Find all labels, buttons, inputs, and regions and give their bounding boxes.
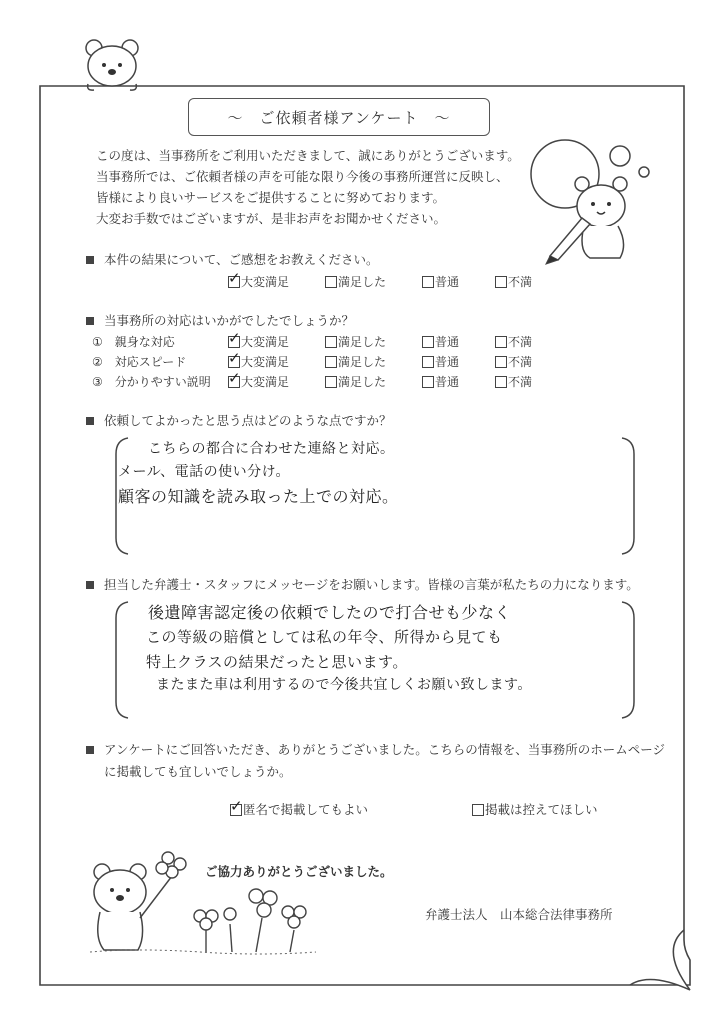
q2-2-option-3[interactable] <box>422 353 459 370</box>
q5-option-2[interactable] <box>472 800 598 818</box>
bullet-square-icon <box>86 581 94 589</box>
checkbox[interactable] <box>495 376 507 388</box>
question-1 <box>86 250 379 268</box>
option-label: 普通 <box>435 355 460 369</box>
question-2-text: 当事務所の対応はいかがでしたでしょうか？ <box>104 313 355 328</box>
bullet-square-icon <box>86 256 94 264</box>
q2-item-1 <box>92 333 175 350</box>
answer-3-line: こちらの都合に合わせた連絡と対応。 <box>148 441 395 457</box>
q2-1-option-1[interactable] <box>228 328 290 350</box>
bear-peek-illustration <box>80 36 146 92</box>
checkbox[interactable] <box>228 368 241 388</box>
option-label: 大変満足 <box>241 355 290 369</box>
question-5-line2: に掲載しても宜しいでしょうか。 <box>104 764 292 779</box>
q5-option-1[interactable] <box>230 796 369 818</box>
q2-1-option-3[interactable] <box>422 333 459 350</box>
q2-2-option-2[interactable] <box>325 353 386 370</box>
question-5-text-line1: アンケートにご回答いただき、ありがとうございました。こちらの情報を、当事務所のホームページ <box>104 742 666 757</box>
intro-line: 皆様により良いサービスをご提供することに努めております。 <box>96 190 446 205</box>
option-label: 不満 <box>508 275 533 289</box>
answer-4-line: 後遺障害認定後の依頼でしたので打合せも少なく <box>148 603 512 622</box>
q2-1-option-2[interactable] <box>325 333 386 350</box>
answer-4-line: 特上クラスの結果だったと思います。 <box>146 653 408 671</box>
question-2 <box>86 311 354 329</box>
question-1-text: 本件の結果について、ご感想をお教えください。 <box>104 252 379 267</box>
option-label: 不満 <box>508 355 533 369</box>
checkbox[interactable] <box>495 356 507 368</box>
q1-option-2[interactable] <box>325 273 386 290</box>
survey-title: ～ ご依頼者様アンケート ～ <box>188 98 490 136</box>
option-label: 不満 <box>508 375 533 389</box>
item-number: ③ <box>92 375 103 389</box>
check-mark-icon: ✓ <box>228 348 241 367</box>
option-label: 満足した <box>338 375 387 389</box>
option-label: 掲載は控えてほしい <box>485 802 598 817</box>
answer-4-line: この等級の賠償としては私の年令、所得から見ても <box>146 628 503 646</box>
intro-line: 大変お手数ではございますが、是非お声をお聞かせください。 <box>96 211 447 226</box>
answer-4-line: またまた車は利用するので今後共宜しくお願い致します。 <box>156 677 532 693</box>
question-3 <box>86 411 392 429</box>
checkbox[interactable] <box>325 376 337 388</box>
bullet-square-icon <box>86 317 94 325</box>
intro-line: この度は、当事務所をご利用いただきまして、誠にありがとうございます。 <box>96 148 520 163</box>
checkbox[interactable] <box>472 804 484 816</box>
checkbox[interactable] <box>228 328 241 348</box>
bear-pencil-illustration <box>520 126 660 266</box>
intro-line: 当事務所では、ご依頼者様の声を可能な限り今後の事務所運営に反映し、 <box>96 169 509 184</box>
check-mark-icon: ✓ <box>228 328 241 347</box>
q1-option-4[interactable] <box>495 273 532 290</box>
option-label: 満足した <box>338 335 387 349</box>
q2-item-2 <box>92 353 186 370</box>
item-label: 対応スピード <box>114 355 187 369</box>
checkbox[interactable] <box>422 276 434 288</box>
item-number: ① <box>92 335 103 349</box>
option-label: 満足した <box>338 275 387 289</box>
option-label: 満足した <box>338 355 387 369</box>
checkbox[interactable] <box>228 348 241 368</box>
q1-option-1[interactable] <box>228 268 290 290</box>
q1-option-3[interactable] <box>422 273 459 290</box>
option-label: 普通 <box>435 275 460 289</box>
question-4 <box>86 575 639 593</box>
item-label: 親身な対応 <box>114 335 175 349</box>
q2-3-option-3[interactable] <box>422 373 459 390</box>
bullet-square-icon <box>86 417 94 425</box>
q2-1-option-4[interactable] <box>495 333 532 350</box>
check-mark-icon: ✓ <box>230 796 243 815</box>
answer-3-line: 顧客の知識を読み取った上での対応。 <box>118 487 399 506</box>
checkbox[interactable] <box>325 356 337 368</box>
checkbox[interactable] <box>422 356 434 368</box>
thanks-message: ご協力ありがとうございました。 <box>205 864 393 879</box>
checkbox[interactable] <box>230 796 243 816</box>
check-mark-icon: ✓ <box>228 268 241 287</box>
check-mark-icon: ✓ <box>228 368 241 387</box>
option-label: 大変満足 <box>241 335 290 349</box>
checkbox[interactable] <box>422 336 434 348</box>
checkbox[interactable] <box>495 336 507 348</box>
item-label: 分かりやすい説明 <box>114 375 211 389</box>
answer-3-line: メール、電話の使い分け。 <box>118 464 291 480</box>
option-label: 普通 <box>435 375 460 389</box>
checkbox[interactable] <box>495 276 507 288</box>
item-number: ② <box>92 355 103 369</box>
option-label: 大変満足 <box>241 275 290 289</box>
firm-name: 弁護士法人 山本総合法律事務所 <box>425 907 613 922</box>
option-label: 匿名で掲載してもよい <box>243 802 369 817</box>
question-5 <box>86 740 665 758</box>
bullet-square-icon <box>86 746 94 754</box>
checkbox[interactable] <box>325 276 337 288</box>
q2-item-3 <box>92 373 211 390</box>
checkbox[interactable] <box>325 336 337 348</box>
q2-2-option-1[interactable] <box>228 348 290 370</box>
checkbox[interactable] <box>422 376 434 388</box>
question-3-text: 依頼してよかったと思う点はどのような点ですか？ <box>104 413 392 428</box>
q2-3-option-2[interactable] <box>325 373 386 390</box>
q2-3-option-4[interactable] <box>495 373 532 390</box>
question-4-text: 担当した弁護士・スタッフにメッセージをお願いします。皆様の言葉が私たちの力になります。 <box>104 577 639 592</box>
option-label: 大変満足 <box>241 375 290 389</box>
checkbox[interactable] <box>228 268 241 288</box>
option-label: 不満 <box>508 335 533 349</box>
option-label: 普通 <box>435 335 460 349</box>
intro-text <box>96 145 520 229</box>
q2-2-option-4[interactable] <box>495 353 532 370</box>
q2-3-option-1[interactable] <box>228 368 290 390</box>
